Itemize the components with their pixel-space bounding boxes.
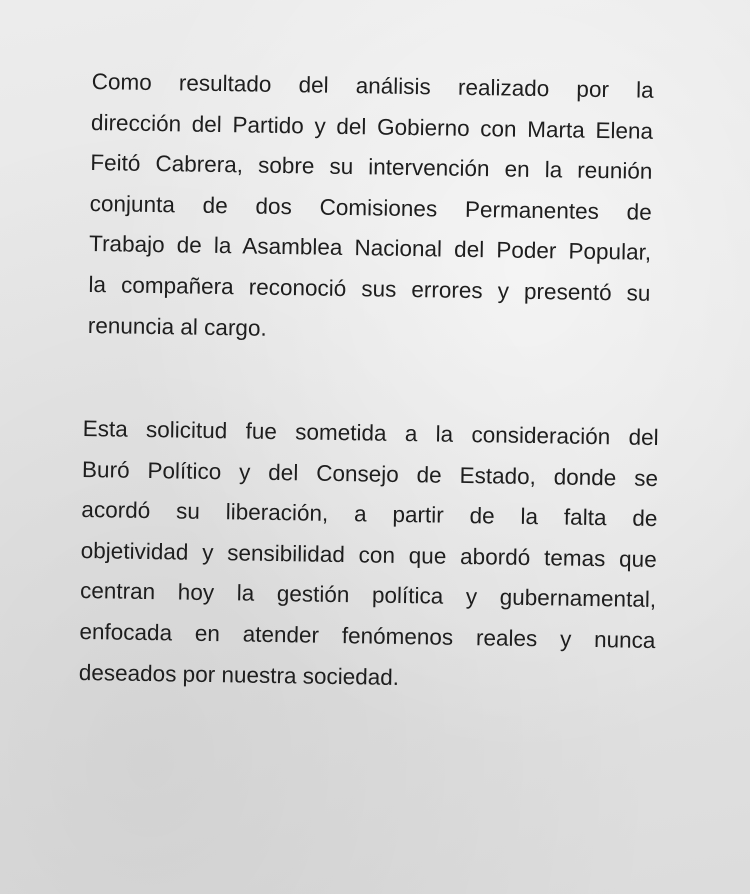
text-line: la compañera reconoció sus errores y presentó su bbox=[88, 271, 651, 306]
text-line: Como resultado del análisis realizado por la bbox=[91, 68, 654, 103]
text-line: Feitó Cabrera, sobre su intervención en la reunión bbox=[90, 150, 653, 185]
text-line: centran hoy la gestión política y gubernamental, bbox=[79, 578, 657, 613]
text-line: enfocada en atender fenómenos reales y nunca bbox=[79, 618, 656, 653]
paragraph-decision bbox=[79, 409, 659, 702]
text-line: Buró Político y del Consejo de Estado, donde se bbox=[81, 456, 659, 491]
text-line: Esta solicitud fue sometida a la consideración del bbox=[82, 415, 659, 451]
paragraph-resignation bbox=[88, 62, 654, 355]
text-line: deseados por nuestra sociedad. bbox=[78, 659, 400, 690]
text-line: objetividad y sensibilidad con que abordó temas que bbox=[80, 537, 657, 572]
text-line: conjunta de dos Comisiones Permanentes de bbox=[89, 190, 652, 225]
text-line: renuncia al cargo. bbox=[87, 312, 267, 341]
text-line: dirección del Partido y del Gobierno con Marta Elena bbox=[90, 109, 654, 144]
text-line: acordó su liberación, a partir de la falta de bbox=[81, 497, 658, 532]
text-line: Trabajo de la Asamblea Nacional del Poder Popular, bbox=[88, 231, 652, 266]
